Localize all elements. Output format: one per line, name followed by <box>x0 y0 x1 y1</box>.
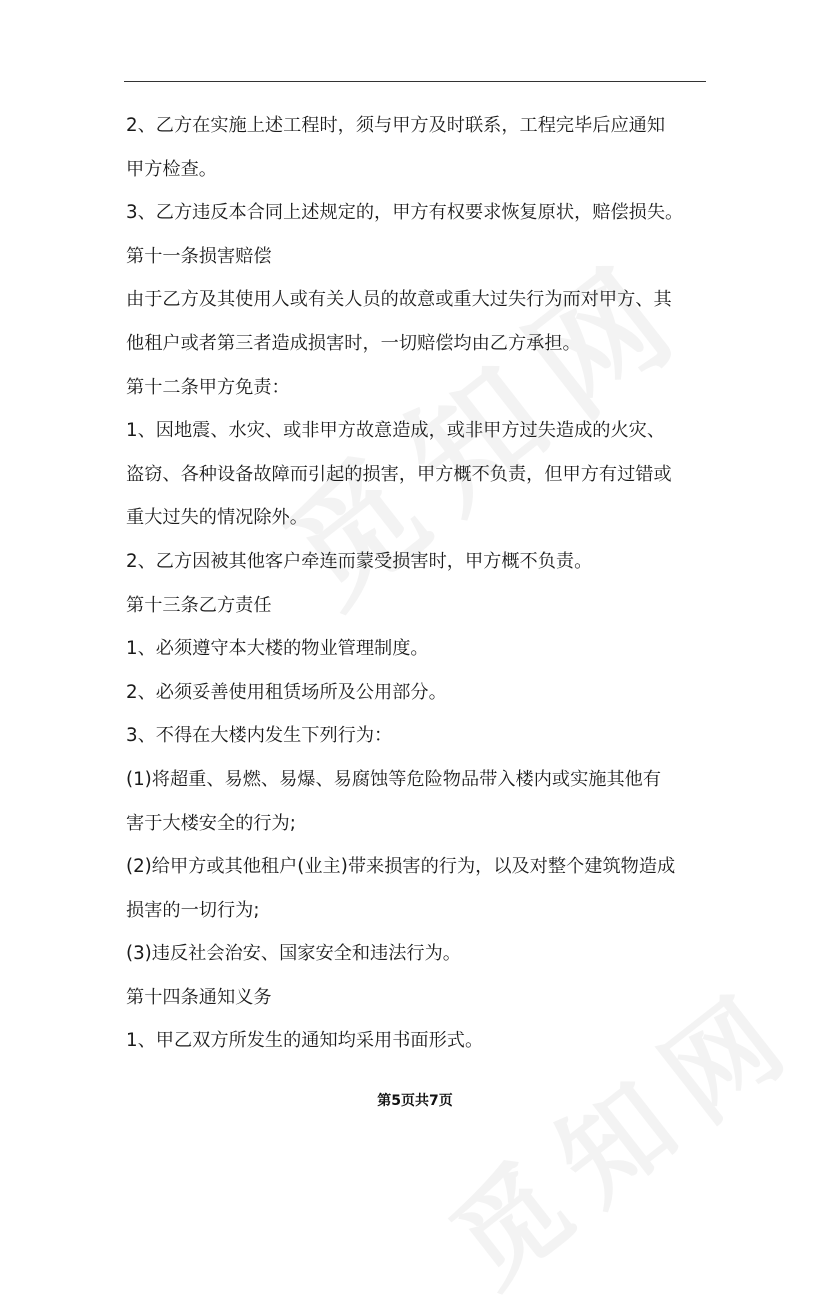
text-line: 甲方检查。 <box>126 158 217 180</box>
text-line: (1)将超重、易燃、易爆、易腐蚀等危险物品带入楼内或实施其他有 <box>126 768 662 790</box>
text-line: (2)给甲方或其他租户(业主)带来损害的行为，以及对整个建筑物造成 <box>126 856 676 878</box>
section-heading: 第十四条通知义务 <box>126 986 272 1008</box>
text-line: 2、必须妥善使用租赁场所及公用部分。 <box>126 681 447 703</box>
page-number: 第5页共7页 <box>377 1093 453 1109</box>
text-line: 重大过失的情况除外。 <box>126 507 308 529</box>
text-line: 2、乙方因被其他客户牵连而蒙受损害时，甲方概不负责。 <box>126 550 593 572</box>
section-heading: 第十一条损害赔偿 <box>126 245 272 267</box>
document-body <box>126 104 716 1063</box>
text-line: 3、不得在大楼内发生下列行为： <box>126 725 393 747</box>
section-heading: 第十三条乙方责任 <box>126 594 272 616</box>
text-line: 1、因地震、水灾、或非甲方故意造成，或非甲方过失造成的火灾、 <box>126 420 666 442</box>
text-line: 由于乙方及其使用人或有关人员的故意或重大过失行为而对甲方、其 <box>126 289 672 311</box>
text-line: 2、乙方在实施上述工程时，须与甲方及时联系，工程完毕后应通知 <box>126 115 666 136</box>
text-line: 3、乙方违反本合同上述规定的，甲方有权要求恢复原状，赔偿损失。 <box>126 202 684 224</box>
text-line: 1、甲乙双方所发生的通知均采用书面形式。 <box>126 1030 484 1052</box>
text-line: 他租户或者第三者造成损害时，一切赔偿均由乙方承担。 <box>126 332 581 354</box>
header-rule <box>124 81 706 82</box>
text-line: 损害的一切行为; <box>126 899 260 921</box>
text-line: 盗窃、各种设备故障而引起的损害，甲方概不负责，但甲方有过错或 <box>126 463 672 485</box>
text-line: 1、必须遵守本大楼的物业管理制度。 <box>126 638 429 660</box>
text-line: 害于大楼安全的行为; <box>126 812 296 834</box>
section-heading: 第十二条甲方免责： <box>126 376 290 398</box>
text-line: (3)违反社会治安、国家安全和违法行为。 <box>126 943 461 965</box>
